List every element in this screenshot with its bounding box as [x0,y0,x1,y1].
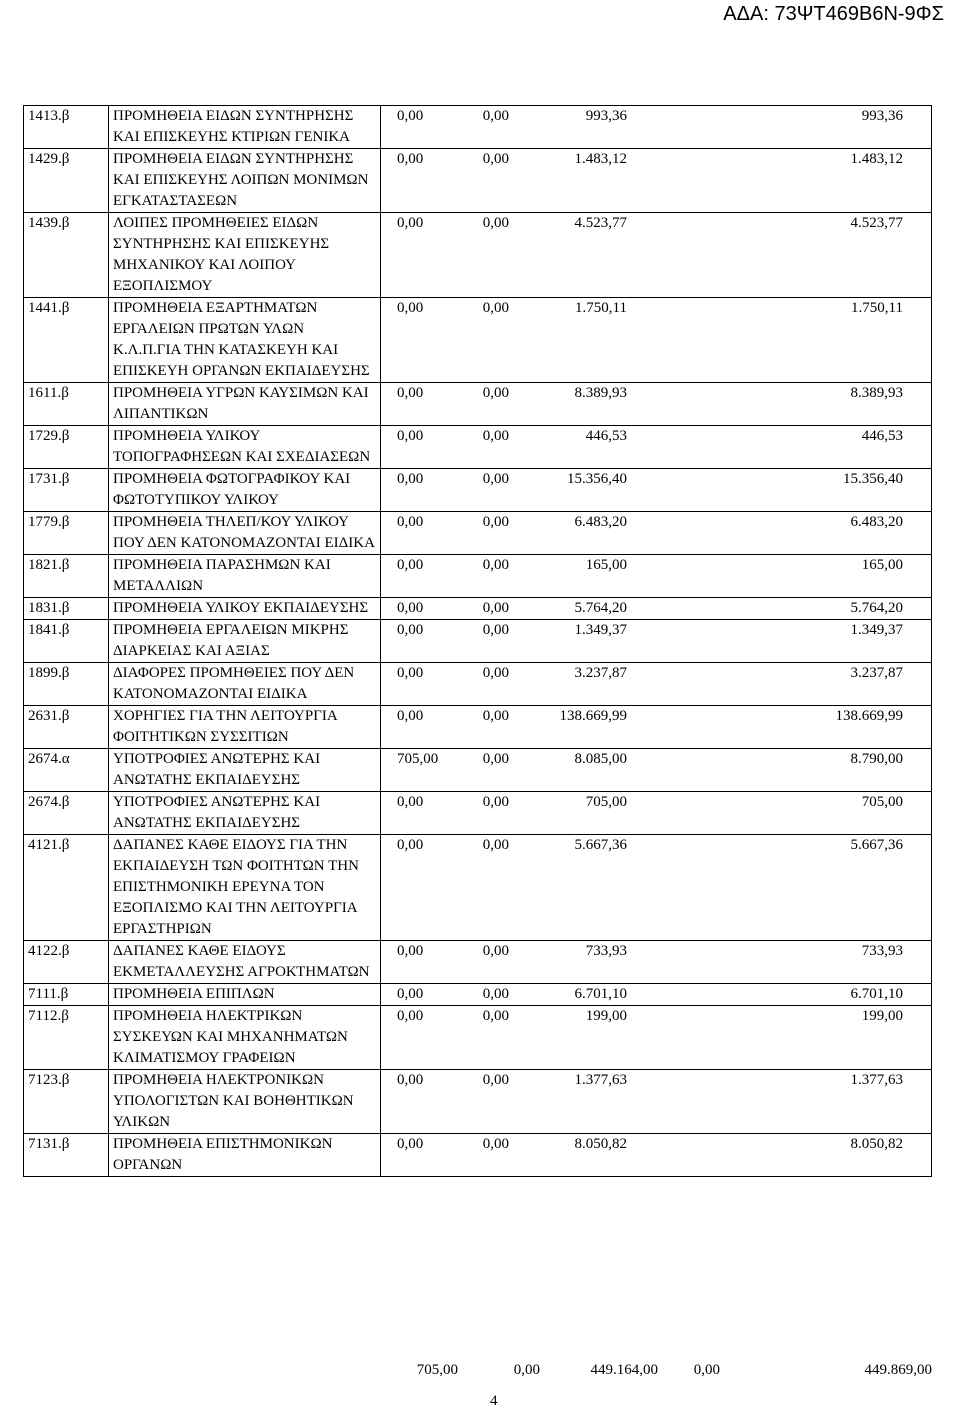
row-description: ΠΡΟΜΗΘΕΙΑ ΠΑΡΑΣΗΜΩΝ ΚΑΙ ΜΕΤΑΛΛΙΩΝ [109,555,381,598]
row-description: ΠΡΟΜΗΘΕΙΑ ΕΙΔΩΝ ΣΥΝΤΗΡΗΣΗΣ ΚΑΙ ΕΠΙΣΚΕΥΗΣ ΚΤΙΡΙΩΝ ΓΕΝΙΚΑ [109,106,381,149]
table-row [24,426,932,469]
row-code: 7131.β [24,1134,109,1177]
row-amounts [381,598,932,620]
amount-col-1: 0,00 [397,943,424,959]
amount-col-2: 0,00 [482,794,509,810]
amount-col-3: 733,93 [585,943,627,959]
row-description: ΧΟΡΗΓΙΕΣ ΓΙΑ ΤΗΝ ΛΕΙΤΟΥΡΓΙΑ ΦΟΙΤΗΤΙΚΩΝ ΣΥΣΣΙΤΙΩΝ [109,706,381,749]
total-1: 705,00 [416,1362,458,1378]
amount-col-1: 0,00 [397,665,424,681]
amount-col-1: 0,00 [397,794,424,810]
amount-grid [381,1134,931,1155]
amount-col-4: 705,00 [861,794,903,810]
table-row [24,213,932,298]
amount-col-3: 8.050,82 [574,1136,627,1152]
amount-grid [381,106,931,127]
amount-col-1: 0,00 [397,837,424,853]
row-code: 2631.β [24,706,109,749]
total-4: 0,00 [693,1362,720,1378]
table-row [24,1070,932,1134]
amount-col-1: 0,00 [397,557,424,573]
row-code: 1441.β [24,298,109,383]
amount-col-1: 0,00 [397,1008,424,1024]
row-code: 1899.β [24,663,109,706]
amount-grid [381,792,931,813]
row-amounts [381,749,932,792]
row-amounts [381,106,932,149]
amount-col-1: 0,00 [397,300,424,316]
row-description: ΠΡΟΜΗΘΕΙΑ ΥΛΙΚΟΥ ΕΚΠΑΙΔΕΥΣΗΣ [109,598,381,620]
table-row [24,469,932,512]
table-row [24,620,932,663]
amount-grid [381,749,931,770]
amount-grid [381,298,931,319]
row-amounts [381,555,932,598]
amount-col-3: 8.085,00 [574,751,627,767]
amount-col-1: 0,00 [397,215,424,231]
amount-col-2: 0,00 [482,708,509,724]
amount-grid [381,598,931,619]
row-amounts [381,1006,932,1070]
page-number: 4 [490,1393,498,1409]
row-code: 1429.β [24,149,109,213]
amount-col-2: 0,00 [482,986,509,1002]
amount-col-4: 6.483,20 [850,514,903,530]
amount-col-2: 0,00 [482,151,509,167]
row-amounts [381,792,932,835]
amount-col-2: 0,00 [482,665,509,681]
row-code: 1611.β [24,383,109,426]
row-code: 1841.β [24,620,109,663]
amount-col-4: 15.356,40 [843,471,903,487]
row-description: ΠΡΟΜΗΘΕΙΑ ΕΠΙΠΛΩΝ [109,984,381,1006]
amount-col-3: 3.237,87 [574,665,627,681]
amount-col-2: 0,00 [482,622,509,638]
amount-col-3: 199,00 [585,1008,627,1024]
amount-col-4: 1.349,37 [850,622,903,638]
amount-col-1: 0,00 [397,428,424,444]
amount-col-4: 993,36 [861,108,903,124]
amount-col-3: 138.669,99 [559,708,627,724]
amount-col-3: 165,00 [585,557,627,573]
total-2: 0,00 [513,1362,540,1378]
row-amounts [381,1134,932,1177]
row-amounts [381,149,932,213]
amount-col-4: 8.050,82 [850,1136,903,1152]
table-row [24,792,932,835]
amount-col-2: 0,00 [482,1072,509,1088]
amount-col-2: 0,00 [482,471,509,487]
row-amounts [381,706,932,749]
row-amounts [381,663,932,706]
row-description: ΠΡΟΜΗΘΕΙΑ ΕΞΑΡΤΗΜΑΤΩΝ ΕΡΓΑΛΕΙΩΝ ΠΡΩΤΩΝ ΥΛΩΝ Κ.Λ.Π.ΓΙΑ ΤΗΝ ΚΑΤΑΣΚΕΥΗ ΚΑΙ ΕΠΙΣΚΕΥΗ ΟΡΓΑΝΩΝ ΕΚΠΑΙΔΕΥΣΗΣ [109,298,381,383]
table-row [24,941,932,984]
amount-grid [381,555,931,576]
amount-col-2: 0,00 [482,1008,509,1024]
row-amounts [381,213,932,298]
amount-col-4: 5.764,20 [850,600,903,616]
amount-col-4: 199,00 [861,1008,903,1024]
amount-grid [381,706,931,727]
row-amounts [381,941,932,984]
row-code: 1831.β [24,598,109,620]
amount-col-1: 0,00 [397,108,424,124]
row-code: 7112.β [24,1006,109,1070]
table-row [24,298,932,383]
row-description: ΠΡΟΜΗΘΕΙΑ ΤΗΛΕΠ/ΚΟΥ ΥΛΙΚΟΥ ΠΟΥ ΔΕΝ ΚΑΤΟΝΟΜΑΖΟΝΤΑΙ ΕΙΔΙΚΑ [109,512,381,555]
amount-col-4: 1.750,11 [851,300,903,316]
row-description: ΔΙΑΦΟΡΕΣ ΠΡΟΜΗΘΕΙΕΣ ΠΟΥ ΔΕΝ ΚΑΤΟΝΟΜΑΖΟΝΤΑΙ ΕΙΔΙΚΑ [109,663,381,706]
amount-col-4: 5.667,36 [850,837,903,853]
amount-col-4: 8.790,00 [850,751,903,767]
amount-col-3: 6.701,10 [574,986,627,1002]
amount-col-1: 0,00 [397,514,424,530]
amount-col-3: 5.764,20 [574,600,627,616]
amount-col-4: 4.523,77 [850,215,903,231]
amount-grid [381,383,931,404]
table-row [24,149,932,213]
amount-col-3: 705,00 [585,794,627,810]
table-row [24,555,932,598]
amount-col-3: 4.523,77 [574,215,627,231]
row-description: ΠΡΟΜΗΘΕΙΑ ΥΛΙΚΟΥ ΤΟΠΟΓΡΑΦΗΣΕΩΝ ΚΑΙ ΣΧΕΔΙΑΣΕΩΝ [109,426,381,469]
table-row [24,598,932,620]
amount-col-4: 1.377,63 [850,1072,903,1088]
amount-col-2: 0,00 [482,514,509,530]
row-amounts [381,469,932,512]
row-code: 1439.β [24,213,109,298]
amount-col-2: 0,00 [482,943,509,959]
amount-col-3: 993,36 [585,108,627,124]
amount-col-1: 0,00 [397,600,424,616]
amount-col-4: 165,00 [861,557,903,573]
amount-col-4: 1.483,12 [850,151,903,167]
amount-col-1: 0,00 [397,1136,424,1152]
table-row [24,1134,932,1177]
row-code: 1413.β [24,106,109,149]
table-row [24,706,932,749]
amount-col-2: 0,00 [482,837,509,853]
total-3: 449.164,00 [590,1362,658,1378]
row-amounts [381,984,932,1006]
amount-col-2: 0,00 [482,300,509,316]
amount-col-1: 705,00 [397,751,439,767]
amount-grid [381,663,931,684]
amount-col-1: 0,00 [397,471,424,487]
table-row [24,663,932,706]
row-amounts [381,426,932,469]
amount-col-3: 6.483,20 [574,514,627,530]
amount-col-2: 0,00 [482,751,509,767]
total-5: 449.869,00 [864,1362,932,1378]
table-row [24,984,932,1006]
row-amounts [381,620,932,663]
amount-col-3: 446,53 [585,428,627,444]
row-description: ΥΠΟΤΡΟΦΙΕΣ ΑΝΩΤΕΡΗΣ ΚΑΙ ΑΝΩΤΑΤΗΣ ΕΚΠΑΙΔΕΥΣΗΣ [109,749,381,792]
row-code: 1731.β [24,469,109,512]
row-code: 7123.β [24,1070,109,1134]
amount-col-2: 0,00 [482,600,509,616]
row-code: 4121.β [24,835,109,941]
amount-col-3: 5.667,36 [574,837,627,853]
table-row [24,1006,932,1070]
row-code: 2674.α [24,749,109,792]
amount-grid [381,984,931,1005]
amount-grid [381,512,931,533]
row-description: ΠΡΟΜΗΘΕΙΑ ΕΙΔΩΝ ΣΥΝΤΗΡΗΣΗΣ ΚΑΙ ΕΠΙΣΚΕΥΗΣ ΛΟΙΠΩΝ ΜΟΝΙΜΩΝ ΕΓΚΑΤΑΣΤΑΣΕΩΝ [109,149,381,213]
amount-col-4: 6.701,10 [850,986,903,1002]
amount-col-3: 8.389,93 [574,385,627,401]
amount-col-1: 0,00 [397,622,424,638]
row-amounts [381,512,932,555]
amount-col-1: 0,00 [397,708,424,724]
amount-grid [381,213,931,234]
amount-col-3: 1.349,37 [574,622,627,638]
amount-col-1: 0,00 [397,1072,424,1088]
amount-grid [381,1070,931,1091]
row-code: 1729.β [24,426,109,469]
row-description: ΠΡΟΜΗΘΕΙΑ ΗΛΕΚΤΡΟΝΙΚΩΝ ΥΠΟΛΟΓΙΣΤΩΝ ΚΑΙ ΒΟΗΘΗΤΙΚΩΝ ΥΛΙΚΩΝ [109,1070,381,1134]
amount-col-4: 8.389,93 [850,385,903,401]
ada-code: ΑΔΑ: 73ΨΤ469Β6Ν-9ΦΣ [723,3,944,25]
amount-col-3: 1.377,63 [574,1072,627,1088]
table-row [24,835,932,941]
row-description: ΠΡΟΜΗΘΕΙΑ ΕΡΓΑΛΕΙΩΝ ΜΙΚΡΗΣ ΔΙΑΡΚΕΙΑΣ ΚΑΙ ΑΞΙΑΣ [109,620,381,663]
row-code: 4122.β [24,941,109,984]
amount-col-1: 0,00 [397,986,424,1002]
amount-col-3: 1.483,12 [574,151,627,167]
amount-grid [381,941,931,962]
row-description: ΠΡΟΜΗΘΕΙΑ ΥΓΡΩΝ ΚΑΥΣΙΜΩΝ ΚΑΙ ΛΙΠΑΝΤΙΚΩΝ [109,383,381,426]
amount-col-1: 0,00 [397,385,424,401]
amount-col-4: 446,53 [861,428,903,444]
row-amounts [381,1070,932,1134]
amount-col-2: 0,00 [482,215,509,231]
table-row [24,383,932,426]
table-row [24,106,932,149]
amount-col-2: 0,00 [482,557,509,573]
totals-row [398,1362,932,1379]
row-code: 2674.β [24,792,109,835]
amount-grid [381,835,931,856]
amount-grid [381,620,931,641]
amount-grid [381,149,931,170]
amount-col-4: 3.237,87 [850,665,903,681]
row-code: 1821.β [24,555,109,598]
budget-table-body [24,106,932,1177]
row-amounts [381,835,932,941]
budget-table [23,105,932,1177]
amount-col-2: 0,00 [482,108,509,124]
amount-col-2: 0,00 [482,385,509,401]
row-description: ΠΡΟΜΗΘΕΙΑ ΕΠΙΣΤΗΜΟΝΙΚΩΝ ΟΡΓΑΝΩΝ [109,1134,381,1177]
table-row [24,512,932,555]
table-row [24,749,932,792]
amount-grid [381,426,931,447]
amount-col-2: 0,00 [482,1136,509,1152]
row-description: ΔΑΠΑΝΕΣ ΚΑΘΕ ΕΙΔΟΥΣ ΓΙΑ ΤΗΝ ΕΚΠΑΙΔΕΥΣΗ ΤΩΝ ΦΟΙΤΗΤΩΝ ΤΗΝ ΕΠΙΣΤΗΜΟΝΙΚΗ ΕΡΕΥΝΑ ΤΟΝ ΕΞΟΠΛΙΣΜΟ ΚΑΙ ΤΗΝ ΛΕΙΤΟΥΡΓΙΑ ΕΡΓΑΣΤΗΡΙΩΝ [109,835,381,941]
row-amounts [381,383,932,426]
row-description: ΔΑΠΑΝΕΣ ΚΑΘΕ ΕΙΔΟΥΣ ΕΚΜΕΤΑΛΛΕΥΣΗΣ ΑΓΡΟΚΤΗΜΑΤΩΝ [109,941,381,984]
row-code: 7111.β [24,984,109,1006]
row-code: 1779.β [24,512,109,555]
row-amounts [381,298,932,383]
row-description: ΛΟΙΠΕΣ ΠΡΟΜΗΘΕΙΕΣ ΕΙΔΩΝ ΣΥΝΤΗΡΗΣΗΣ ΚΑΙ ΕΠΙΣΚΕΥΗΣ ΜΗΧΑΝΙΚΟΥ ΚΑΙ ΛΟΙΠΟΥ ΕΞΟΠΛΙΣΜΟΥ [109,213,381,298]
amount-col-4: 733,93 [861,943,903,959]
row-description: ΠΡΟΜΗΘΕΙΑ ΦΩΤΟΓΡΑΦΙΚΟΥ ΚΑΙ ΦΩΤΟΤΥΠΙΚΟΥ ΥΛΙΚΟΥ [109,469,381,512]
amount-col-4: 138.669,99 [835,708,903,724]
row-description: ΠΡΟΜΗΘΕΙΑ ΗΛΕΚΤΡΙΚΩΝ ΣΥΣΚΕΥΩΝ ΚΑΙ ΜΗΧΑΝΗΜΑΤΩΝ ΚΛΙΜΑΤΙΣΜΟΥ ΓΡΑΦΕΙΩΝ [109,1006,381,1070]
row-description: ΥΠΟΤΡΟΦΙΕΣ ΑΝΩΤΕΡΗΣ ΚΑΙ ΑΝΩΤΑΤΗΣ ΕΚΠΑΙΔΕΥΣΗΣ [109,792,381,835]
amount-col-2: 0,00 [482,428,509,444]
amount-grid [381,469,931,490]
amount-col-1: 0,00 [397,151,424,167]
amount-col-3: 15.356,40 [567,471,627,487]
amount-col-3: 1.750,11 [575,300,627,316]
amount-grid [381,1006,931,1027]
